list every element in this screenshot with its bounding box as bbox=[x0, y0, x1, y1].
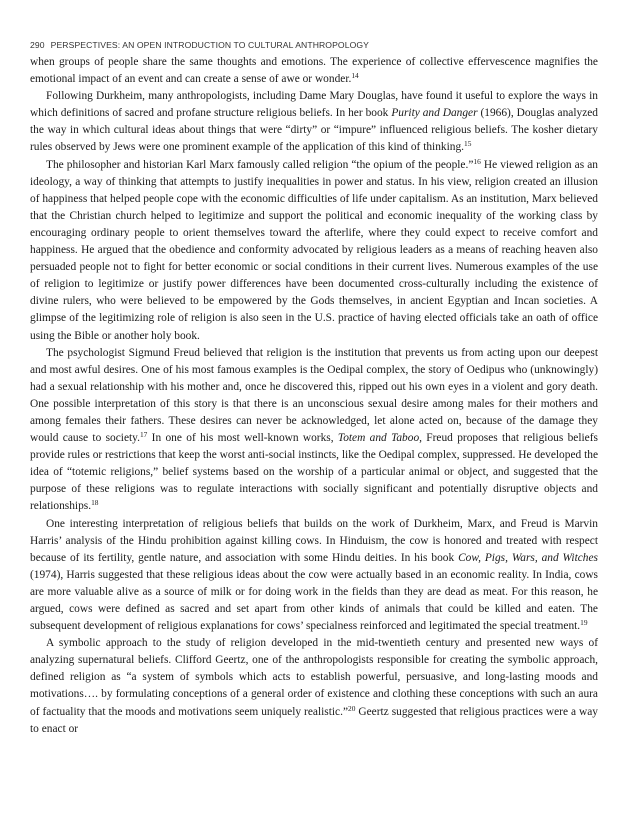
text-run: Geertz suggested that religious practices were a way to enact or bbox=[30, 705, 598, 735]
page-number: 290 bbox=[30, 40, 45, 50]
text-run: Freud proposes that religious beliefs provide rules or restrictions that keep the worst anti-social instincts, like the Oedipal complex, suppressed. He developed the idea of “totemic religions,” belief systems based on the worship of a particular animal or object, and suggested that the purpose of these religions was to regulate interactions with socially significant and potentially disruptive objects and relationships. bbox=[30, 432, 598, 513]
footnote-ref-20: 20 bbox=[348, 703, 356, 713]
text-run: In one of his most well-known works, bbox=[147, 432, 338, 445]
paragraph-1 bbox=[30, 54, 598, 88]
paragraph-6 bbox=[30, 635, 598, 738]
paragraph-2 bbox=[30, 88, 598, 156]
book-title: PERSPECTIVES: AN OPEN INTRODUCTION TO CULTURAL ANTHROPOLOGY bbox=[50, 40, 369, 50]
footnote-ref-14: 14 bbox=[351, 71, 359, 81]
body-text bbox=[30, 54, 598, 738]
text-run: when groups of people share the same thoughts and emotions. The experience of collective effervescence magnifies the emotional impact of an event and can create a sense of awe or wonder. bbox=[30, 56, 598, 86]
footnote-ref-16: 16 bbox=[473, 156, 481, 166]
footnote-ref-18: 18 bbox=[91, 498, 99, 508]
running-header bbox=[30, 40, 369, 50]
text-run: Following Durkheim, many anthropologists, including Dame Mary Douglas, have found it useful to explore the ways in which definitions of sacred and profane structure religious beliefs. In her book bbox=[30, 90, 598, 120]
book-title-totem-and-taboo: Totem and Taboo, bbox=[337, 432, 422, 445]
footnote-ref-17: 17 bbox=[139, 430, 148, 440]
text-run: One interesting interpretation of religious beliefs that builds on the work of Durkheim, Marx, and Freud is Marvin Harris’ analysis of the Hindu prohibition against killing cows. In Hinduism, the cow is honored and treated with respect because of its fertility, gentle nature, and association with some Hindu deities. In his book bbox=[30, 517, 598, 564]
text-run: (1974), Harris suggested that these religious ideas about the cow were actually based in an economic reality. In India, cows are more valuable alive as a source of milk or for doing work in the fields than they are dead as meat. For this reason, he argued, cows were defined as sacred and set apart from other kinds of animals that could be killed and eaten. The subsequent development of religious explanations for cows’ specialness reinforced and legitimated the special treatment. bbox=[30, 568, 598, 633]
text-run: He viewed religion as an ideology, a way of thinking that attempts to justify inequalities in power and status. In his view, religion created an illusion of happiness that helped people cope with the economic difficulties of life under capitalism. As an institution, Marx believed that the Christian church helped to legitimize and support the political and economic inequality of the working class by encouraging ordinary people to orient themselves toward the afterlife, where they could expect to receive comfort and happiness. He argued that the obedience and conformity advocated by religious leaders as a means of reaching heaven also persuaded people not to fight for better economic or social conditions in their current lives. Numerous examples of the use of religion to legitimize or justify power differences have been documented cross-culturally including the existence of divine rulers, who were believed to be empowered by the Gods themselves, in ancient Egyptian and Incan societies. A glimpse of the legitimizing role of religion is also seen in the U.S. practice of having elected officials take an oath of office using the Bible or another holy book. bbox=[30, 158, 598, 342]
book-title-cow-pigs-wars-witches: Cow, Pigs, Wars, and Witches bbox=[458, 551, 598, 564]
text-run: The psychologist Sigmund Freud believed that religion is the institution that prevents us from acting upon our deepest and most awful desires. One of his most famous examples is the Oedipal complex, the story of Oedipus who (unknowingly) had a sexual relationship with his mother and, once he discovered this, ripped out his own eyes in a violent and gory death. One possible interpretation of this story is that there is an unconscious sexual desire among males for their mothers and among females their fathers. These desires can never be acknowledged, let alone acted on, because of the damage they would cause to society. bbox=[30, 346, 598, 445]
text-run: A symbolic approach to the study of religion developed in the mid-twentieth century and presented new ways of analyzing supernatural beliefs. Clifford Geertz, one of the anthropologists responsible for creating the symbolic approach, defined religion as “a system of symbols which acts to establish powerful, persuasive, and long-lasting moods and motivations…. by formulating conceptions of a general order of existence and clothing these conceptions with such an aura of factuality that the moods and motivations seem uniquely realistic.” bbox=[30, 637, 598, 718]
footnote-ref-19: 19 bbox=[580, 618, 588, 628]
text-run: The philosopher and historian Karl Marx famously called religion “the opium of the people.” bbox=[46, 158, 474, 171]
text-run: (1966), Douglas analyzed the way in which cultural ideas about things that were “dirty” or “impure” influenced religious beliefs. The kosher dietary rules observed by Jews were one prominent example of the application of this kind of thinking. bbox=[30, 107, 599, 154]
book-title-purity-and-danger: Purity and Danger bbox=[391, 107, 478, 120]
paragraph-4 bbox=[30, 345, 598, 516]
footnote-ref-15: 15 bbox=[464, 139, 472, 149]
paragraph-5 bbox=[30, 516, 598, 636]
paragraph-3 bbox=[30, 157, 598, 345]
